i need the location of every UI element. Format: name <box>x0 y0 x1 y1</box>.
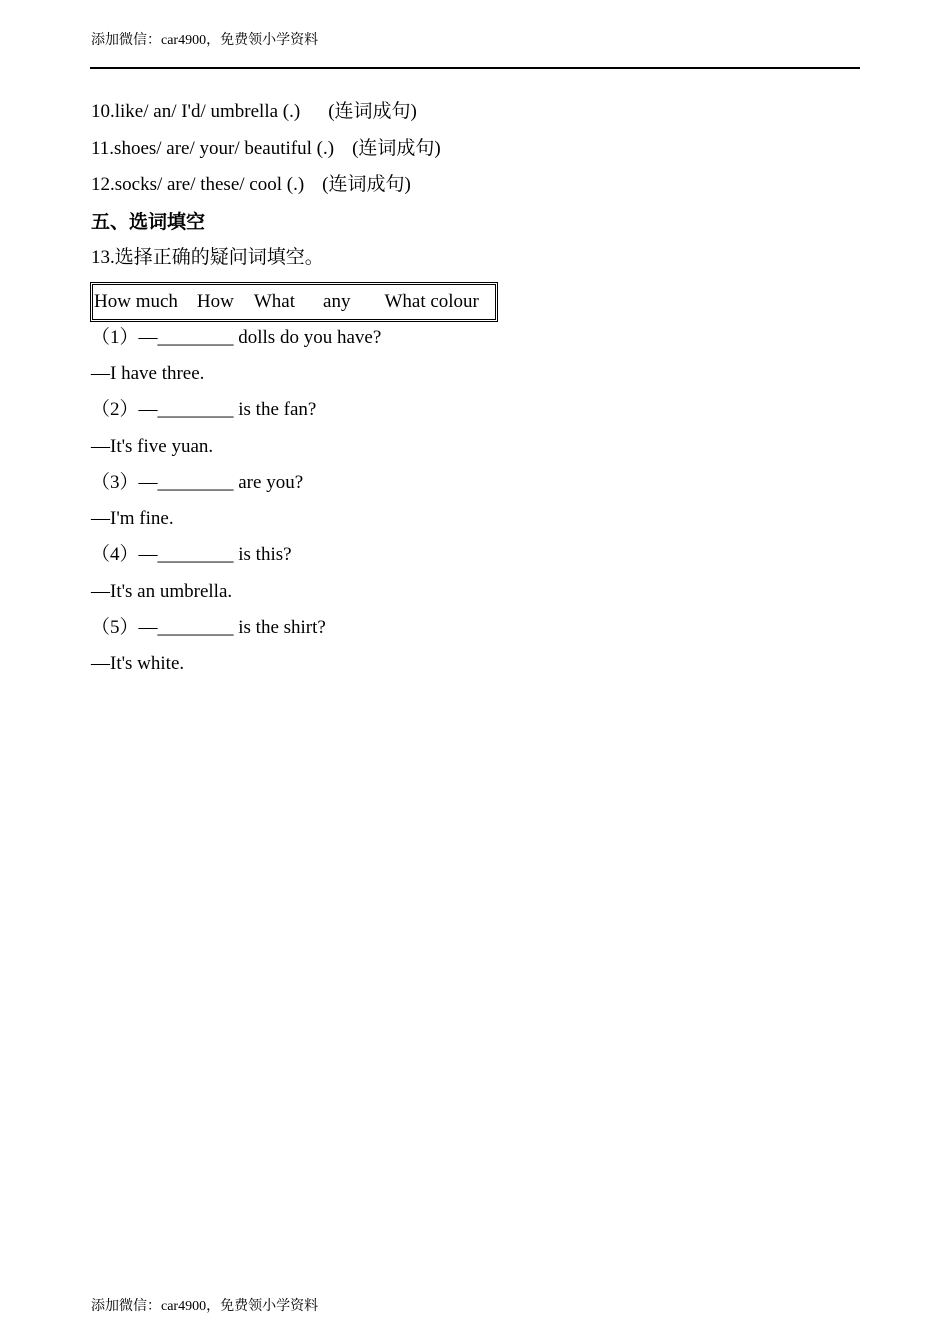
question-note: (连词成句) <box>328 101 417 122</box>
header-divider <box>90 67 860 69</box>
word-bank-item: What colour <box>384 291 479 312</box>
question-text: 10.like/ an/ I'd/ umbrella (.) <box>91 101 301 122</box>
question-text: 12.socks/ are/ these/ cool (.) <box>91 174 305 195</box>
fill-item-question: （3）—________ are you? <box>91 472 304 493</box>
fill-item-answer: —It's white. <box>91 653 185 674</box>
word-bank-item: any <box>323 291 351 312</box>
question-text: 11.shoes/ are/ your/ beautiful (.) <box>91 138 335 159</box>
page-header: 添加微信：car4900，免费领小学资料 <box>91 33 319 48</box>
question-11 <box>91 137 441 161</box>
word-bank-item: How much <box>94 291 178 312</box>
question-10 <box>91 100 417 124</box>
fill-item-answer: —It's an umbrella. <box>91 581 233 602</box>
word-bank-item: How <box>196 291 234 312</box>
question-note: (连词成句) <box>352 138 441 159</box>
question-note: (连词成句) <box>322 174 411 195</box>
fill-item-question: （4）—________ is this? <box>91 544 292 565</box>
fill-item-question: （5）—________ is the shirt? <box>91 617 326 638</box>
fill-item-question: （1）—________ dolls do you have? <box>91 327 382 348</box>
word-bank-box <box>90 282 498 322</box>
question-13-prompt: 13.选择正确的疑问词填空。 <box>91 247 324 268</box>
word-bank <box>92 284 496 320</box>
fill-item-answer: —I have three. <box>91 363 205 384</box>
fill-item-question: （2）—________ is the fan? <box>91 399 317 420</box>
fill-item-answer: —It's five yuan. <box>91 436 214 457</box>
word-bank-item: What <box>253 291 296 312</box>
page-footer: 添加微信：car4900，免费领小学资料 <box>91 1299 319 1314</box>
question-12 <box>91 173 411 197</box>
fill-item-answer: —I'm fine. <box>91 508 174 529</box>
section-title: 五、选词填空 <box>91 211 206 233</box>
